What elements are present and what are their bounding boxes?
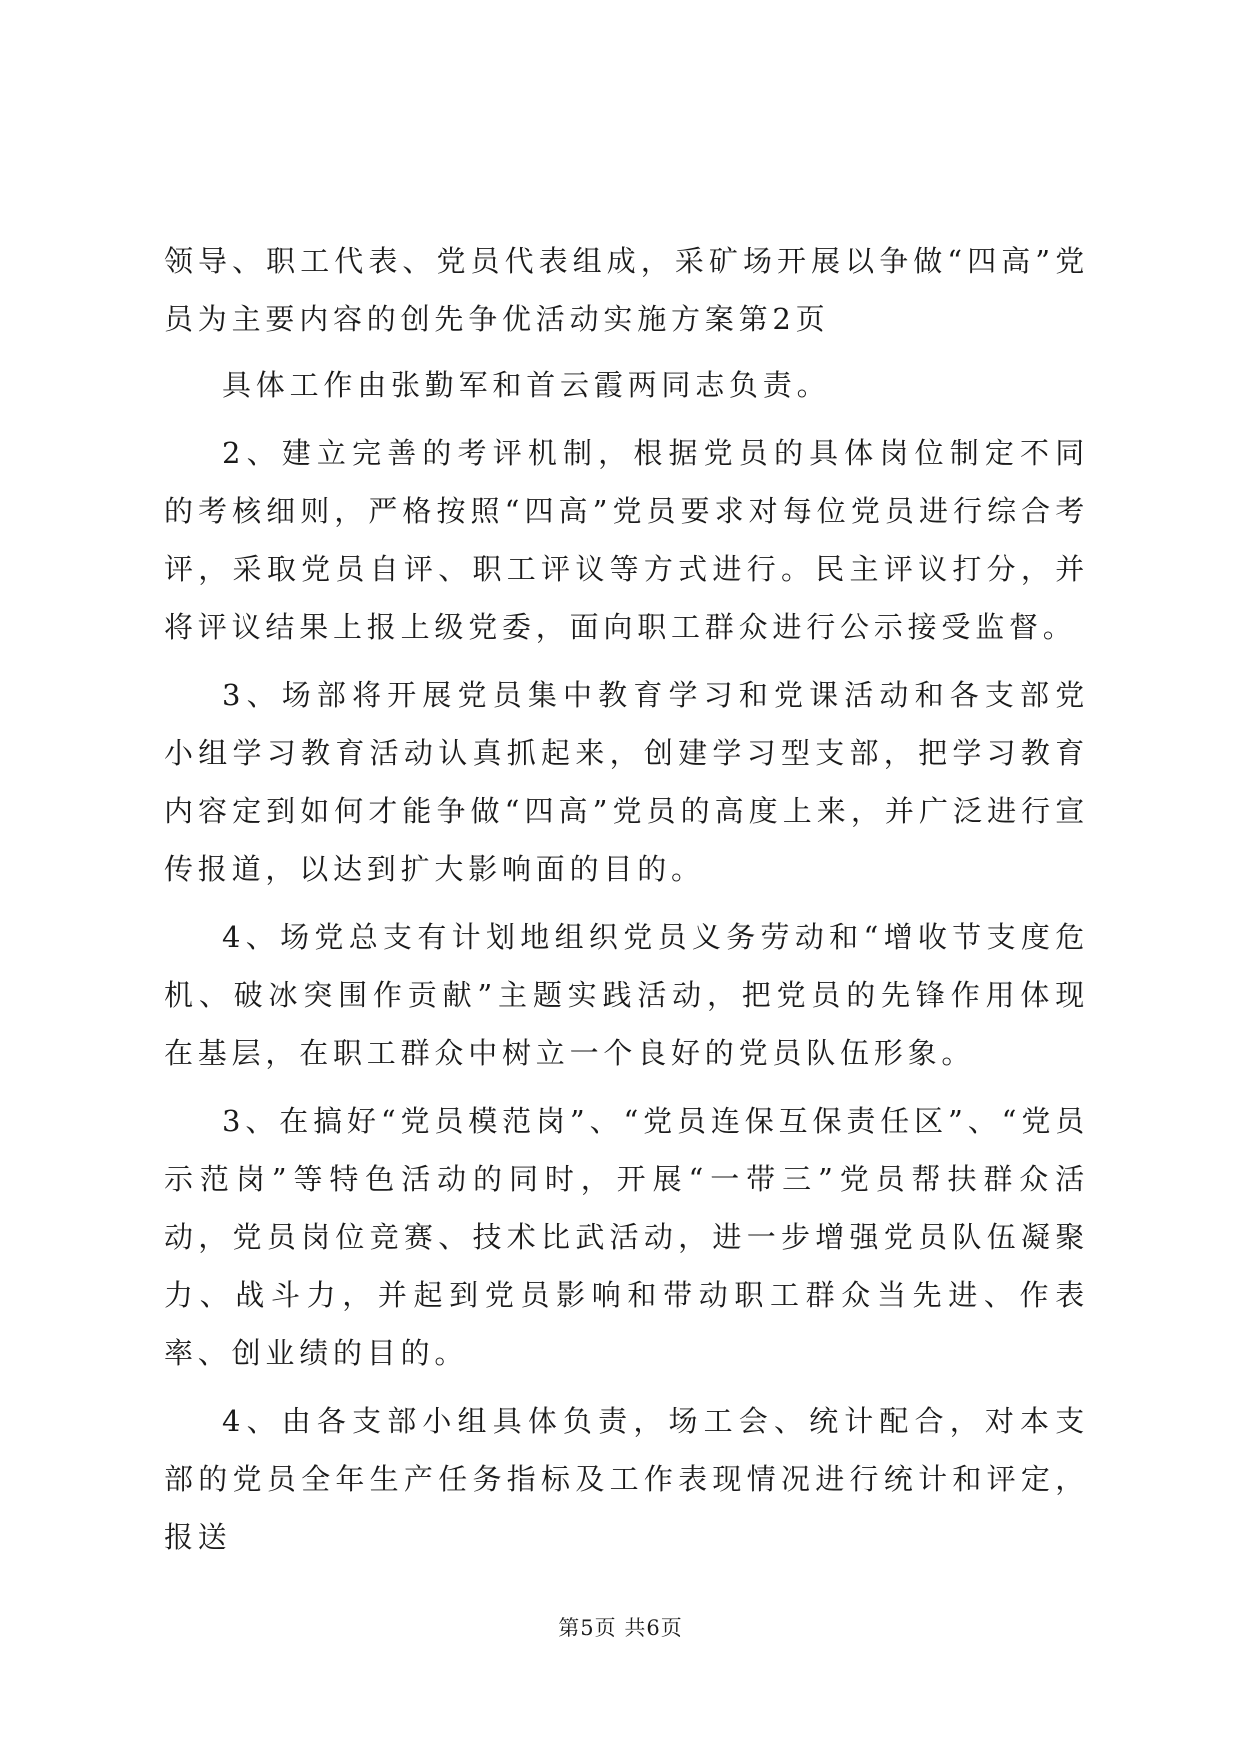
paragraph-special-activities: 3、在搞好“党员模范岗”、“党员连保互保责任区”、“党员示范岗”等特色活动的同时，开展“一带三”党员帮扶群众活动，党员岗位竞赛、技术比武活动，进一步增强党员队伍凝聚力、战斗力，并起到党员影响和带动职工群众当先进、作表率、创业绩的目的。 xyxy=(164,1104,1089,1370)
paragraph-voluntary-labor: 4、场党总支有计划地组织党员义务劳动和“增收节支度危机、破冰突围作贡献”主题实践活动，把党员的先锋作用体现在基层，在职工群众中树立一个良好的党员队伍形象。 xyxy=(164,920,1089,1070)
paragraph-evaluation-mechanism: 2、建立完善的考评机制，根据党员的具体岗位制定不同的考核细则，严格按照“四高”党员要求对每位党员进行综合考评，采取党员自评、职工评议等方式进行。民主评议打分，并将评议结果上报上级党委，面向职工群众进行公示接受监督。 xyxy=(164,436,1089,644)
paragraph-responsible: 具体工作由张勤军和首云霞两同志负责。 xyxy=(222,368,831,402)
paragraph-education-study: 3、场部将开展党员集中教育学习和党课活动和各支部党小组学习教育活动认真抓起来，创建学习型支部，把学习教育内容定到如何才能争做“四高”党员的高度上来，并广泛进行宣传报道，以达到扩大影响面的目的。 xyxy=(164,678,1089,886)
paragraph-continuation: 领导、职工代表、党员代表组成，采矿场开展以争做“四高”党员为主要内容的创先争优活动实施方案第2页 xyxy=(164,244,1089,336)
document-body xyxy=(164,232,1089,1576)
page-number-footer: 第5页 共6页 xyxy=(558,1616,683,1640)
paragraph-branch-statistics: 4、由各支部小组具体负责，场工会、统计配合，对本支部的党员全年生产任务指标及工作表现情况进行统计和评定，报送 xyxy=(164,1404,1089,1554)
